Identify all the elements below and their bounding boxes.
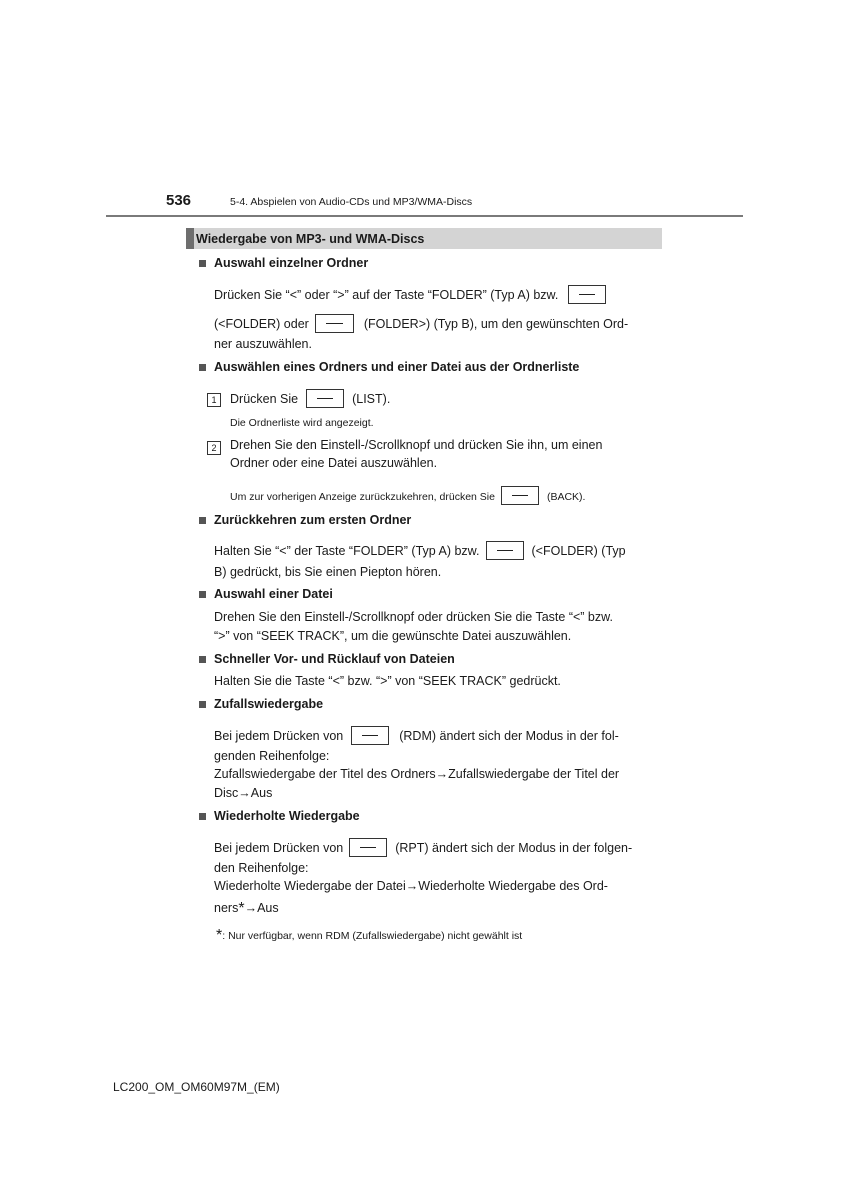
step-badge: 1 (207, 393, 221, 407)
paragraph-line: Disc→Aus (214, 786, 273, 800)
text-span: (LIST). (352, 392, 391, 406)
paragraph-line (214, 314, 628, 333)
paragraph-line: Zufallswiedergabe der Titel des Ordners→Zufallswiedergabe der Titel der (214, 767, 620, 781)
paragraph-line: Halten Sie die Taste “<” bzw. “>” von “SEEK TRACK” gedrückt. (214, 674, 561, 688)
rpt-button-icon (349, 838, 387, 857)
heading-file-select: Auswahl einer Datei (214, 587, 333, 601)
footnote (216, 927, 522, 945)
chapter-title: 5-4. Abspielen von Audio-CDs und MP3/WMA-Discs (230, 196, 473, 208)
paragraph-line (214, 285, 610, 304)
paragraph-line (230, 389, 390, 408)
heading-repeat: Wiederholte Wiedergabe (214, 809, 360, 823)
text-span: Drücken Sie (230, 392, 299, 406)
bullet-square-icon (199, 813, 206, 820)
text-span: (FOLDER>) (Typ B), um den gewünschten Ord- (363, 317, 629, 331)
header-rule (106, 215, 743, 217)
text-span: : Nur verfügbar, wenn RDM (Zufallswiedergabe) nicht gewählt ist (222, 930, 523, 942)
text-span: Bei jedem Drücken von (214, 841, 344, 855)
paragraph-line: “>” von “SEEK TRACK”, um die gewünschte Datei auszuwählen. (214, 629, 572, 643)
paragraph-line: Wiederholte Wiedergabe der Datei→Wiederholte Wiedergabe des Ord- (214, 879, 608, 893)
bullet-square-icon (199, 656, 206, 663)
rdm-button-icon (351, 726, 389, 745)
paragraph-line: ner auszuwählen. (214, 337, 312, 351)
folder-down-button-icon (486, 541, 524, 560)
footer-code: LC200_OM_OM60M97M_(EM) (113, 1080, 280, 1094)
heading-fast-forward: Schneller Vor- und Rücklauf von Dateien (214, 652, 455, 666)
asterisk-mark: * (238, 900, 245, 917)
back-button-icon (501, 486, 539, 505)
paragraph-line: Drehen Sie den Einstell-/Scrollknopf und drücken Sie ihn, um einen (230, 438, 603, 452)
bullet-square-icon (199, 260, 206, 267)
step-badge: 2 (207, 441, 221, 455)
bullet-square-icon (199, 591, 206, 598)
paragraph-line: den Reihenfolge: (214, 861, 309, 875)
paragraph-line (214, 541, 626, 560)
heading-first-folder: Zurückkehren zum ersten Ordner (214, 513, 412, 527)
text-span: Halten Sie “<” der Taste “FOLDER” (Typ A) bzw. (214, 544, 480, 558)
section-title: Wiedergabe von MP3- und WMA-Discs (196, 232, 425, 246)
paragraph-line (214, 899, 279, 918)
paragraph-line: B) gedrückt, bis Sie einen Piepton hören. (214, 565, 442, 579)
text-span: (<FOLDER) (Typ (531, 544, 626, 558)
bullet-square-icon (199, 701, 206, 708)
heading-random: Zufallswiedergabe (214, 697, 324, 711)
text-span: (<FOLDER) oder (214, 317, 309, 331)
paragraph-line: Ordner oder eine Datei auszuwählen. (230, 456, 438, 470)
heading-folder-list: Auswählen eines Ordners und einer Datei aus der Ordnerliste (214, 360, 580, 374)
text-span: (BACK). (546, 491, 586, 503)
page-number: 536 (166, 192, 192, 209)
bullet-square-icon (199, 364, 206, 371)
paragraph-line: Drehen Sie den Einstell-/Scrollknopf oder drücken Sie die Taste “<” bzw. (214, 610, 613, 624)
text-span: Bei jedem Drücken von (214, 729, 344, 743)
folder-down-button-icon (315, 314, 354, 333)
text-span: Drücken Sie “<” oder “>” auf der Taste “FOLDER” (Typ A) bzw. (214, 288, 559, 302)
text-span: (RPT) ändert sich der Modus in der folgen- (395, 841, 633, 855)
heading-folder-select: Auswahl einzelner Ordner (214, 256, 369, 270)
text-span: (RDM) ändert sich der Modus in der fol- (399, 729, 619, 743)
step-note: Die Ordnerliste wird angezeigt. (230, 417, 374, 429)
bullet-square-icon (199, 517, 206, 524)
back-note (230, 486, 585, 505)
step-number-1 (207, 390, 221, 408)
paragraph-line: genden Reihenfolge: (214, 749, 330, 763)
folder-button-icon (568, 285, 606, 304)
paragraph-line (214, 838, 632, 857)
text-span: →Aus (244, 901, 279, 915)
asterisk-mark: * (216, 927, 223, 944)
text-span: Um zur vorherigen Anzeige zurückzukehren, drücken Sie (230, 491, 495, 503)
step-number-2 (207, 438, 221, 456)
text-span: ners (214, 901, 239, 915)
paragraph-line (214, 726, 619, 745)
list-button-icon (306, 389, 344, 408)
